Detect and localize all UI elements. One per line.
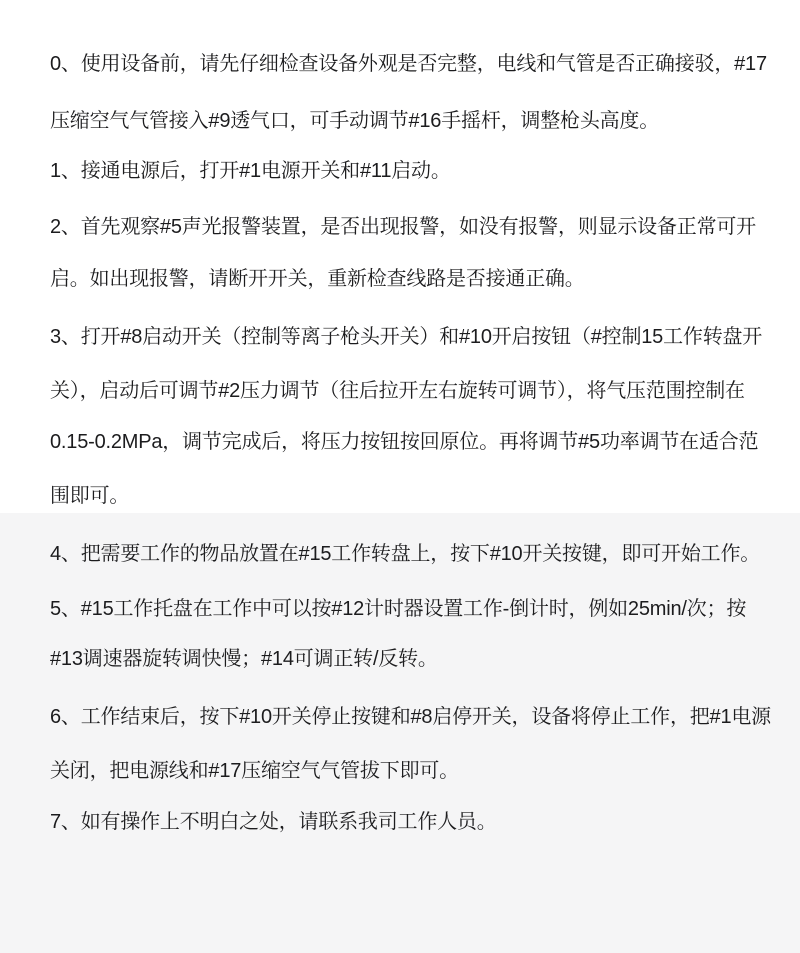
instruction-line: 压缩空气气管接入#9透气口，可手动调节#16手摇杆，调整枪头高度。 (50, 110, 660, 132)
instruction-line: 关闭，把电源线和#17压缩空气气管拔下即可。 (50, 760, 459, 782)
instruction-line: 围即可。 (50, 485, 130, 507)
instruction-line: 4、把需要工作的物品放置在#15工作转盘上，按下#10开关按键，即可开始工作。 (50, 543, 761, 565)
instruction-line: 启。如出现报警，请断开开关，重新检查线路是否接通正确。 (50, 268, 585, 290)
instruction-line: 0.15-0.2MPa，调节完成后，将压力按钮按回原位。再将调节#5功率调节在适合范 (50, 431, 759, 453)
instruction-line: 2、首先观察#5声光报警装置，是否出现报警，如没有报警，则显示设备正常可开 (50, 216, 756, 238)
instruction-line: 关），启动后可调节#2压力调节（往后拉开左右旋转可调节），将气压范围控制在 (50, 380, 745, 402)
instruction-line: 6、工作结束后，按下#10开关停止按键和#8启停开关，设备将停止工作，把#1电源 (50, 706, 771, 728)
instruction-line: 7、如有操作上不明白之处，请联系我司工作人员。 (50, 811, 497, 833)
instruction-line: 3、打开#8启动开关（控制等离子枪头开关）和#10开启按钮（#控制15工作转盘开 (50, 326, 763, 348)
lower-section-background (0, 513, 800, 953)
instruction-line: 0、使用设备前，请先仔细检查设备外观是否完整，电线和气管是否正确接驳，#17 (50, 53, 767, 75)
instruction-line: 5、#15工作托盘在工作中可以按#12计时器设置工作-倒计时，例如25min/次；按 (50, 598, 747, 620)
instruction-line: 1、接通电源后，打开#1电源开关和#11启动。 (50, 160, 451, 182)
instruction-line: #13调速器旋转调快慢；#14可调正转/反转。 (50, 648, 438, 670)
